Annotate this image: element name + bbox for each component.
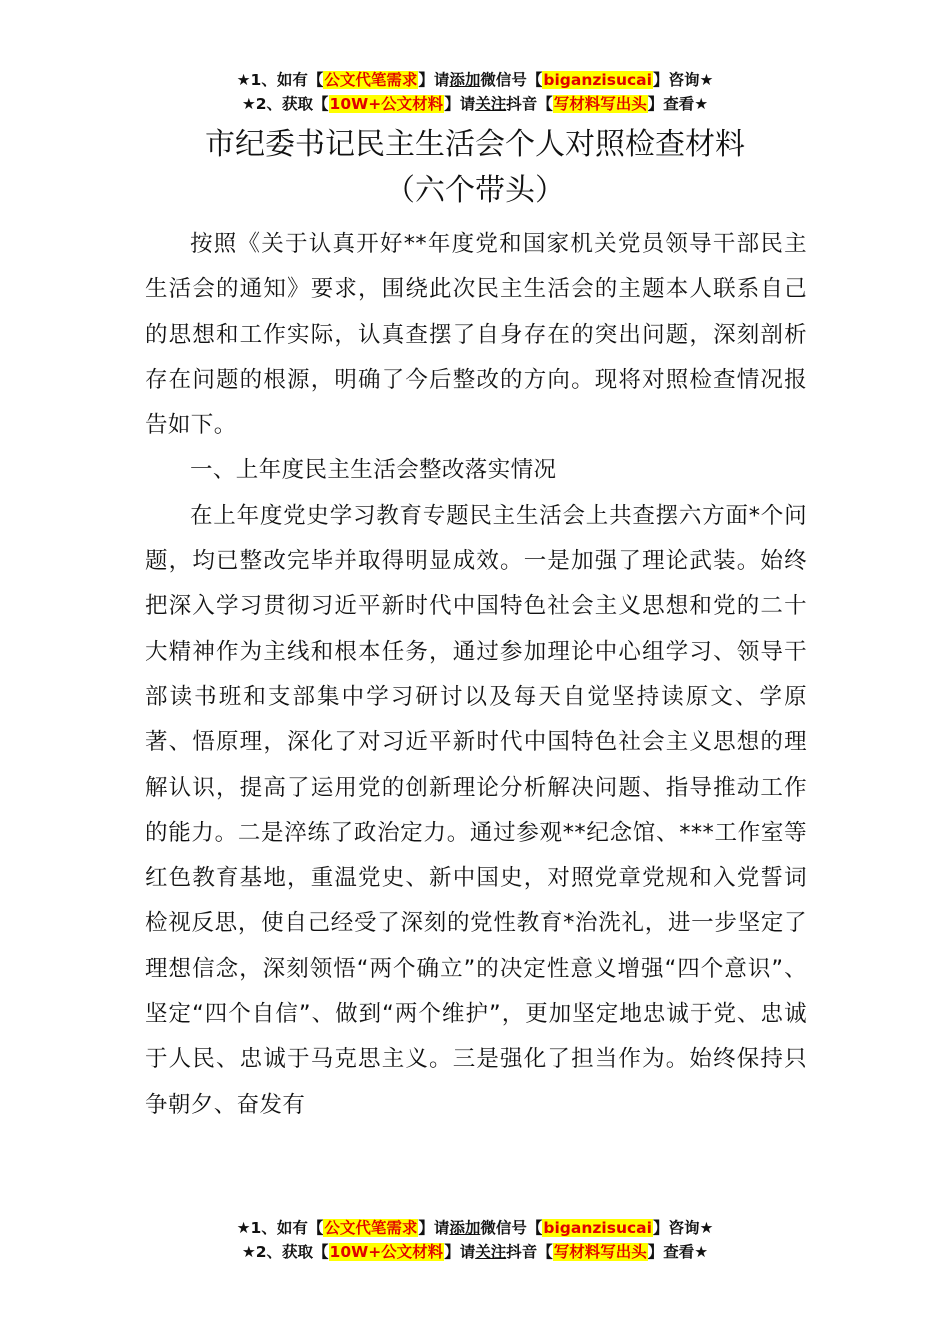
ad-text: 】查看★ — [647, 1243, 709, 1261]
paragraph-intro: 按照《关于认真开好**年度党和国家机关党员领导干部民主生活会的通知》要求，围绕此次民主生活会的主题本人联系自己的思想和工作实际，认真查摆了自身存在的突出问题，深刻剖析存在问题的根源，明确了今后整改的方向。现将对照检查情况报告如下。 — [145, 231, 807, 439]
ad-text: ★2、获取【 — [241, 95, 329, 113]
ad-line-1 — [0, 68, 950, 92]
ad-text: 抖音【 — [506, 95, 553, 113]
ad-underline: 添加 — [449, 1219, 481, 1237]
ad-text: 微信号【 — [480, 1219, 543, 1237]
ad-text: ★1、如有【 — [236, 71, 324, 89]
ad-text: 】请 — [418, 71, 450, 89]
ad-text: 微信号【 — [480, 71, 543, 89]
ad-highlight: 公文代笔需求 — [324, 1219, 418, 1237]
document-title: 市纪委书记民主生活会个人对照检查材料 — [205, 127, 745, 162]
ad-text: ★1、如有【 — [236, 1219, 324, 1237]
ad-highlight: biganzisucai — [543, 71, 652, 89]
ad-underline: 关注 — [475, 1243, 507, 1261]
ad-highlight: 写材料写出头 — [553, 95, 647, 113]
document-body — [145, 222, 807, 1128]
ad-underline: 关注 — [475, 95, 507, 113]
paragraph-section-1: 在上年度党史学习教育专题民主生活会上共查摆六方面*个问题，均已整改完毕并取得明显成效。一是加强了理论武装。始终把深入学习贯彻习近平新时代中国特色社会主义思想和党的二十大精神作为主线和根本任务，通过参加理论中心组学习、领导干部读书班和支部集中学习研讨以及每天自觉坚持读原文、学原著、悟原理，深化了对习近平新时代中国特色社会主义思想的理解认识，提高了运用党的创新理论分析解决问题、指导推动工作的能力。二是淬练了政治定力。通过参观**纪念馆、***工作室等红色教育基地，重温党史、新中国史，对照党章党规和入党誓词检视反思，使自己经受了深刻的党性教育*治洗礼，进一步坚定了理想信念，深刻领悟“两个确立”的决定性意义增强“四个意识”、坚定“四个自信”、做到“两个维护”，更加坚定地忠诚于党、忠诚于人民、忠诚于马克思主义。三是强化了担当作为。始终保持只争朝夕、奋发有 — [145, 502, 807, 1118]
ad-text: 抖音【 — [506, 1243, 553, 1261]
ad-banner-bottom — [0, 1216, 950, 1264]
ad-line-1 — [0, 1216, 950, 1240]
document-subtitle: （六个带头） — [385, 173, 565, 208]
ad-underline: 添加 — [449, 71, 481, 89]
ad-text: 】请 — [444, 95, 476, 113]
ad-text: 】请 — [418, 1219, 450, 1237]
ad-line-2 — [0, 92, 950, 116]
ad-text: 】请 — [444, 1243, 476, 1261]
ad-text: 】查看★ — [647, 95, 709, 113]
ad-text: 】咨询★ — [652, 71, 714, 89]
ad-highlight: 写材料写出头 — [553, 1243, 647, 1261]
ad-line-2 — [0, 1240, 950, 1264]
ad-highlight: 10W+公文材料 — [329, 95, 444, 113]
ad-text: ★2、获取【 — [241, 1243, 329, 1261]
ad-highlight: 10W+公文材料 — [329, 1243, 444, 1261]
section-heading: 一、上年度民主生活会整改落实情况 — [190, 457, 557, 484]
ad-text: 】咨询★ — [652, 1219, 714, 1237]
ad-highlight: 公文代笔需求 — [324, 71, 418, 89]
ad-banner-top — [0, 68, 950, 116]
ad-highlight: biganzisucai — [543, 1219, 652, 1237]
